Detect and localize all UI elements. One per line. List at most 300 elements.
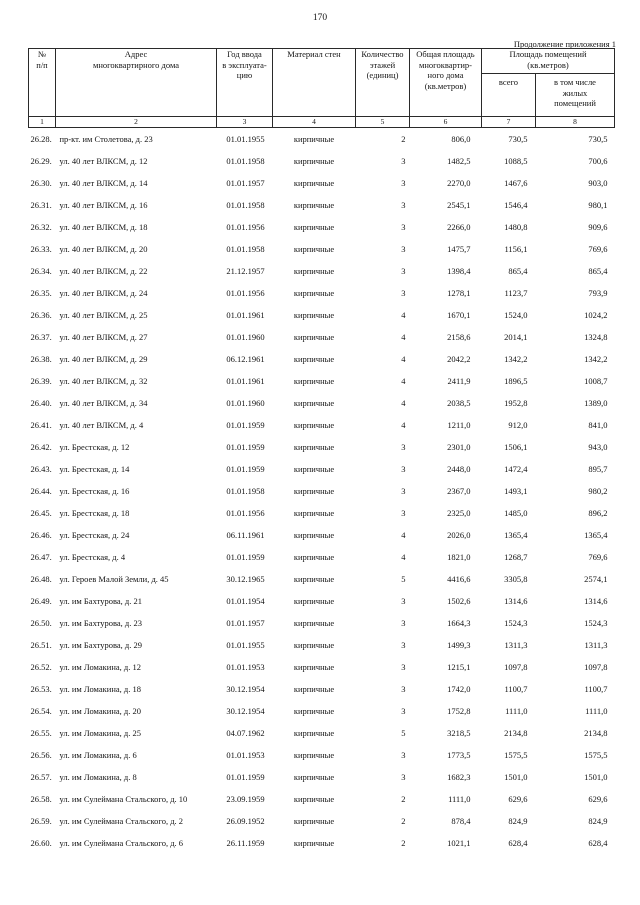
cell-address: ул. им Бахтурова, д. 23	[59, 617, 142, 628]
table-row	[29, 766, 615, 788]
cell-total-area: 1742,0	[447, 683, 471, 694]
cell-year: 01.01.1960	[226, 397, 265, 408]
cell-year: 01.01.1961	[226, 375, 265, 386]
cell-num: 26.40.	[30, 397, 52, 408]
cell-walls: кирпичные	[293, 683, 335, 694]
cell-walls: кирпичные	[293, 529, 335, 540]
cell-address: ул. Брестская, д. 18	[59, 507, 130, 518]
cell-floors: 3	[401, 287, 406, 298]
cell-premises-living: 793,9	[588, 287, 608, 298]
cell-floors: 5	[401, 727, 406, 738]
cell-walls: кирпичные	[293, 573, 335, 584]
cell-floors: 3	[401, 463, 406, 474]
cell-floors: 4	[401, 551, 406, 562]
cell-premises-total: 1156,1	[504, 243, 528, 254]
cell-address: пр-кт. им Столетова, д. 23	[59, 133, 153, 144]
cell-walls: кирпичные	[293, 441, 335, 452]
table-row	[29, 656, 615, 678]
cell-premises-living: 1501,0	[584, 771, 608, 782]
cell-premises-total: 2134,8	[504, 727, 528, 738]
cell-walls: кирпичные	[293, 749, 335, 760]
cell-walls: кирпичные	[293, 353, 335, 364]
cell-address: ул. им Ломакина, д. 18	[59, 683, 141, 694]
cell-premises-total: 824,9	[508, 815, 528, 826]
cell-address: ул. Брестская, д. 14	[59, 463, 130, 474]
cell-premises-living: 1097,8	[584, 661, 608, 672]
cell-premises-total: 1088,5	[504, 155, 528, 166]
header-total-area: Общая площадь многоквартир- ного дома (кв.метров)	[410, 49, 482, 117]
cell-premises-total: 1524,3	[504, 617, 528, 628]
cell-floors: 3	[401, 617, 406, 628]
table-row	[29, 392, 615, 414]
cell-address: ул. 40 лет ВЛКСМ, д. 18	[59, 221, 148, 232]
cell-num: 26.57.	[30, 771, 52, 782]
cell-walls: кирпичные	[293, 265, 335, 276]
cell-premises-total: 1501,0	[504, 771, 528, 782]
cell-address: ул. им Ломакина, д. 6	[59, 749, 137, 760]
cell-total-area: 2158,6	[447, 331, 471, 342]
cell-premises-living: 1111,0	[585, 705, 608, 716]
cell-premises-total: 1097,8	[504, 661, 528, 672]
cell-num: 26.52.	[30, 661, 52, 672]
cell-year: 01.01.1955	[226, 133, 265, 144]
cell-total-area: 1664,3	[447, 617, 471, 628]
table-row	[29, 612, 615, 634]
cell-premises-living: 700,6	[588, 155, 608, 166]
cell-premises-total: 865,4	[508, 265, 528, 276]
cell-address: ул. 40 лет ВЛКСМ, д. 29	[59, 353, 148, 364]
cell-walls: кирпичные	[293, 463, 335, 474]
cell-total-area: 1111,0	[448, 793, 471, 804]
cell-address: ул. 40 лет ВЛКСМ, д. 4	[59, 419, 144, 430]
cell-floors: 3	[401, 265, 406, 276]
cell-walls: кирпичные	[293, 375, 335, 386]
header-year: Год ввода в эксплуата- цию	[217, 49, 273, 117]
cell-floors: 2	[401, 815, 406, 826]
cell-premises-living: 1575,5	[584, 749, 608, 760]
cell-total-area: 1752,8	[447, 705, 471, 716]
cell-floors: 2	[401, 837, 406, 848]
cell-premises-living: 769,6	[588, 243, 608, 254]
cell-year: 01.01.1960	[226, 331, 265, 342]
table-row	[29, 260, 615, 282]
cell-num: 26.29.	[30, 155, 52, 166]
cell-walls: кирпичные	[293, 309, 335, 320]
cell-premises-living: 1365,4	[584, 529, 608, 540]
cell-premises-living: 1342,2	[584, 353, 608, 364]
cell-address: ул. Брестская, д. 12	[59, 441, 130, 452]
cell-premises-total: 1342,2	[504, 353, 528, 364]
cell-total-area: 1398,4	[447, 265, 471, 276]
cell-num: 26.43.	[30, 463, 52, 474]
cell-floors: 4	[401, 353, 406, 364]
table-row	[29, 414, 615, 436]
cell-walls: кирпичные	[293, 485, 335, 496]
cell-year: 01.01.1955	[226, 639, 265, 650]
cell-total-area: 2301,0	[447, 441, 471, 452]
cell-address: ул. 40 лет ВЛКСМ, д. 32	[59, 375, 148, 386]
cell-floors: 3	[401, 595, 406, 606]
cell-num: 26.59.	[30, 815, 52, 826]
column-number: 1	[29, 117, 56, 128]
table-row	[29, 480, 615, 502]
cell-year: 01.01.1959	[226, 419, 265, 430]
cell-walls: кирпичные	[293, 639, 335, 650]
cell-premises-total: 1575,5	[504, 749, 528, 760]
cell-total-area: 2411,9	[447, 375, 471, 386]
cell-total-area: 3218,5	[447, 727, 471, 738]
cell-num: 26.48.	[30, 573, 52, 584]
cell-num: 26.36.	[30, 309, 52, 320]
table-row	[29, 216, 615, 238]
cell-floors: 3	[401, 661, 406, 672]
cell-premises-living: 943,0	[588, 441, 608, 452]
cell-floors: 3	[401, 705, 406, 716]
cell-walls: кирпичные	[293, 155, 335, 166]
cell-total-area: 2038,5	[447, 397, 471, 408]
cell-year: 01.01.1959	[226, 441, 265, 452]
cell-walls: кирпичные	[293, 177, 335, 188]
table-row	[29, 810, 615, 832]
cell-walls: кирпичные	[293, 815, 335, 826]
cell-walls: кирпичные	[293, 331, 335, 342]
header-premises-area: Площадь помещений (кв.метров)	[482, 49, 615, 74]
column-number: 7	[482, 117, 536, 128]
cell-floors: 3	[401, 221, 406, 232]
cell-floors: 3	[401, 177, 406, 188]
cell-floors: 3	[401, 199, 406, 210]
cell-total-area: 1475,7	[447, 243, 471, 254]
header-address: Адрес многоквартирного дома	[56, 49, 217, 117]
cell-floors: 3	[401, 749, 406, 760]
table-row	[29, 744, 615, 766]
cell-premises-total: 1485,0	[504, 507, 528, 518]
cell-premises-total: 1524,0	[504, 309, 528, 320]
table-row	[29, 722, 615, 744]
cell-total-area: 1278,1	[447, 287, 471, 298]
cell-total-area: 1482,5	[447, 155, 471, 166]
cell-total-area: 1215,1	[447, 661, 471, 672]
column-number-row	[29, 117, 615, 128]
cell-year: 01.01.1956	[226, 221, 265, 232]
cell-walls: кирпичные	[293, 837, 335, 848]
cell-address: ул. им Сулеймана Стальского, д. 10	[59, 793, 188, 804]
cell-address: ул. 40 лет ВЛКСМ, д. 34	[59, 397, 148, 408]
cell-total-area: 1502,6	[447, 595, 471, 606]
cell-num: 26.32.	[30, 221, 52, 232]
cell-floors: 3	[401, 639, 406, 650]
cell-floors: 4	[401, 397, 406, 408]
cell-premises-living: 896,2	[588, 507, 608, 518]
cell-premises-total: 1314,6	[504, 595, 528, 606]
cell-num: 26.56.	[30, 749, 52, 760]
table-row	[29, 502, 615, 524]
cell-premises-living: 1008,7	[584, 375, 608, 386]
cell-year: 30.12.1954	[226, 705, 265, 716]
cell-num: 26.41.	[30, 419, 52, 430]
cell-floors: 3	[401, 683, 406, 694]
cell-premises-total: 3305,8	[504, 573, 528, 584]
table-row	[29, 832, 615, 854]
table-row	[29, 326, 615, 348]
cell-num: 26.38.	[30, 353, 52, 364]
cell-floors: 2	[401, 133, 406, 144]
cell-walls: кирпичные	[293, 199, 335, 210]
cell-year: 30.12.1954	[226, 683, 265, 694]
table-body	[29, 128, 615, 854]
cell-year: 21.12.1957	[226, 265, 265, 276]
cell-year: 26.11.1959	[226, 837, 265, 848]
cell-floors: 3	[401, 155, 406, 166]
cell-total-area: 1682,3	[447, 771, 471, 782]
cell-year: 01.01.1954	[226, 595, 265, 606]
cell-walls: кирпичные	[293, 771, 335, 782]
cell-address: ул. 40 лет ВЛКСМ, д. 25	[59, 309, 148, 320]
cell-total-area: 2545,1	[447, 199, 471, 210]
cell-total-area: 2026,0	[447, 529, 471, 540]
cell-premises-total: 628,4	[508, 837, 528, 848]
cell-address: ул. 40 лет ВЛКСМ, д. 12	[59, 155, 148, 166]
cell-year: 04.07.1962	[226, 727, 265, 738]
cell-floors: 4	[401, 331, 406, 342]
column-number: 6	[410, 117, 482, 128]
cell-year: 01.01.1958	[226, 485, 265, 496]
cell-year: 01.01.1953	[226, 749, 265, 760]
table-row	[29, 150, 615, 172]
cell-num: 26.60.	[30, 837, 52, 848]
table-header	[29, 49, 615, 128]
cell-address: ул. 40 лет ВЛКСМ, д. 14	[59, 177, 148, 188]
cell-premises-living: 1524,3	[584, 617, 608, 628]
cell-num: 26.37.	[30, 331, 52, 342]
table-row	[29, 700, 615, 722]
cell-address: ул. им Бахтурова, д. 21	[59, 595, 142, 606]
cell-total-area: 2325,0	[447, 507, 471, 518]
cell-premises-living: 730,5	[588, 133, 608, 144]
cell-num: 26.49.	[30, 595, 52, 606]
cell-year: 06.12.1961	[226, 353, 265, 364]
cell-address: ул. 40 лет ВЛКСМ, д. 20	[59, 243, 148, 254]
header-num: № п/п	[29, 49, 56, 117]
cell-walls: кирпичные	[293, 419, 335, 430]
cell-floors: 3	[401, 243, 406, 254]
cell-walls: кирпичные	[293, 617, 335, 628]
cell-year: 01.01.1958	[226, 155, 265, 166]
cell-premises-total: 1472,4	[504, 463, 528, 474]
cell-premises-total: 1546,4	[504, 199, 528, 210]
cell-premises-living: 1100,7	[584, 683, 608, 694]
cell-address: ул. им Ломакина, д. 12	[59, 661, 141, 672]
cell-num: 26.54.	[30, 705, 52, 716]
cell-total-area: 1021,1	[447, 837, 471, 848]
cell-premises-total: 1100,7	[504, 683, 528, 694]
table-row	[29, 194, 615, 216]
cell-year: 01.01.1957	[226, 617, 265, 628]
cell-year: 01.01.1958	[226, 243, 265, 254]
cell-address: ул. 40 лет ВЛКСМ, д. 24	[59, 287, 148, 298]
column-number: 2	[56, 117, 217, 128]
cell-premises-total: 1311,3	[504, 639, 528, 650]
cell-floors: 3	[401, 485, 406, 496]
cell-walls: кирпичные	[293, 727, 335, 738]
table-row	[29, 238, 615, 260]
cell-walls: кирпичные	[293, 595, 335, 606]
cell-premises-living: 1324,8	[584, 331, 608, 342]
cell-year: 01.01.1957	[226, 177, 265, 188]
cell-year: 23.09.1959	[226, 793, 265, 804]
cell-num: 26.42.	[30, 441, 52, 452]
table-row	[29, 634, 615, 656]
cell-floors: 2	[401, 793, 406, 804]
cell-num: 26.39.	[30, 375, 52, 386]
cell-premises-living: 824,9	[588, 815, 608, 826]
cell-premises-total: 1365,4	[504, 529, 528, 540]
cell-floors: 3	[401, 441, 406, 452]
table-row	[29, 524, 615, 546]
cell-address: ул. им Сулеймана Стальского, д. 6	[59, 837, 184, 848]
table-row	[29, 128, 615, 150]
table-row	[29, 436, 615, 458]
cell-year: 01.01.1961	[226, 309, 265, 320]
cell-premises-living: 865,4	[588, 265, 608, 276]
table-row	[29, 568, 615, 590]
housing-registry-table	[28, 48, 615, 854]
table-row	[29, 304, 615, 326]
table-row	[29, 172, 615, 194]
cell-total-area: 1499,3	[447, 639, 471, 650]
cell-premises-total: 1952,8	[504, 397, 528, 408]
cell-num: 26.55.	[30, 727, 52, 738]
cell-premises-living: 2574,1	[584, 573, 608, 584]
table-row	[29, 678, 615, 700]
cell-walls: кирпичные	[293, 243, 335, 254]
cell-year: 06.11.1961	[226, 529, 265, 540]
cell-walls: кирпичные	[293, 221, 335, 232]
cell-premises-living: 1389,0	[584, 397, 608, 408]
column-number: 8	[536, 117, 615, 128]
cell-total-area: 2266,0	[447, 221, 471, 232]
cell-premises-total: 1896,5	[504, 375, 528, 386]
table-row	[29, 348, 615, 370]
cell-num: 26.45.	[30, 507, 52, 518]
cell-walls: кирпичные	[293, 793, 335, 804]
cell-num: 26.31.	[30, 199, 52, 210]
cell-premises-total: 1480,8	[504, 221, 528, 232]
cell-premises-living: 909,6	[588, 221, 608, 232]
header-walls: Материал стен	[273, 49, 356, 117]
cell-num: 26.53.	[30, 683, 52, 694]
cell-address: ул. 40 лет ВЛКСМ, д. 16	[59, 199, 148, 210]
cell-total-area: 2042,2	[447, 353, 471, 364]
cell-premises-total: 629,6	[508, 793, 528, 804]
cell-num: 26.34.	[30, 265, 52, 276]
cell-num: 26.44.	[30, 485, 52, 496]
cell-premises-total: 1493,1	[504, 485, 528, 496]
table-row	[29, 282, 615, 304]
cell-num: 26.47.	[30, 551, 52, 562]
cell-floors: 3	[401, 771, 406, 782]
table-row	[29, 546, 615, 568]
cell-premises-living: 629,6	[588, 793, 608, 804]
cell-total-area: 1211,0	[447, 419, 471, 430]
column-number: 3	[217, 117, 273, 128]
table-row	[29, 458, 615, 480]
cell-premises-total: 1268,7	[504, 551, 528, 562]
cell-premises-living: 903,0	[588, 177, 608, 188]
cell-num: 26.33.	[30, 243, 52, 254]
cell-floors: 3	[401, 507, 406, 518]
cell-premises-total: 730,5	[508, 133, 528, 144]
continuation-note: Продолжение приложения 1	[513, 39, 616, 49]
cell-total-area: 2367,0	[447, 485, 471, 496]
cell-year: 01.01.1956	[226, 287, 265, 298]
cell-year: 01.01.1958	[226, 199, 265, 210]
table-row	[29, 370, 615, 392]
cell-address: ул. Брестская, д. 4	[59, 551, 126, 562]
cell-floors: 4	[401, 419, 406, 430]
cell-walls: кирпичные	[293, 661, 335, 672]
cell-walls: кирпичные	[293, 287, 335, 298]
cell-premises-living: 628,4	[588, 837, 608, 848]
cell-premises-living: 980,1	[588, 199, 608, 210]
cell-year: 01.01.1959	[226, 551, 265, 562]
cell-total-area: 1821,0	[447, 551, 471, 562]
cell-premises-living: 980,2	[588, 485, 608, 496]
cell-year: 30.12.1965	[226, 573, 265, 584]
cell-premises-total: 1111,0	[505, 705, 528, 716]
cell-total-area: 1773,5	[447, 749, 471, 760]
cell-walls: кирпичные	[293, 507, 335, 518]
cell-num: 26.46.	[30, 529, 52, 540]
page-number: 170	[312, 13, 328, 23]
cell-walls: кирпичные	[293, 133, 335, 144]
cell-premises-total: 1467,6	[504, 177, 528, 188]
cell-floors: 4	[401, 529, 406, 540]
cell-address: ул. им Ломакина, д. 25	[59, 727, 141, 738]
cell-address: ул. 40 лет ВЛКСМ, д. 27	[59, 331, 148, 342]
cell-premises-living: 841,0	[588, 419, 608, 430]
cell-num: 26.51.	[30, 639, 52, 650]
cell-address: ул. им Сулеймана Стальского, д. 2	[59, 815, 184, 826]
cell-floors: 4	[401, 309, 406, 320]
cell-premises-total: 912,0	[508, 419, 528, 430]
cell-premises-total: 1506,1	[504, 441, 528, 452]
header-premises-living: в том числе жилых помещений	[536, 74, 615, 117]
cell-premises-total: 2014,1	[504, 331, 528, 342]
cell-year: 01.01.1953	[226, 661, 265, 672]
cell-num: 26.58.	[30, 793, 52, 804]
cell-num: 26.50.	[30, 617, 52, 628]
cell-total-area: 1670,1	[447, 309, 471, 320]
cell-num: 26.28.	[30, 133, 52, 144]
cell-address: ул. 40 лет ВЛКСМ, д. 22	[59, 265, 148, 276]
column-number: 4	[273, 117, 356, 128]
cell-num: 26.35.	[30, 287, 52, 298]
cell-total-area: 806,0	[451, 133, 471, 144]
cell-premises-living: 769,6	[588, 551, 608, 562]
cell-floors: 4	[401, 375, 406, 386]
cell-address: ул. им Бахтурова, д. 29	[59, 639, 142, 650]
cell-num: 26.30.	[30, 177, 52, 188]
column-number: 5	[356, 117, 410, 128]
cell-year: 01.01.1956	[226, 507, 265, 518]
cell-walls: кирпичные	[293, 705, 335, 716]
cell-premises-total: 1123,7	[504, 287, 528, 298]
cell-premises-living: 1024,2	[584, 309, 608, 320]
cell-total-area: 2448,0	[447, 463, 471, 474]
cell-total-area: 4416,6	[447, 573, 471, 584]
cell-premises-living: 1314,6	[584, 595, 608, 606]
